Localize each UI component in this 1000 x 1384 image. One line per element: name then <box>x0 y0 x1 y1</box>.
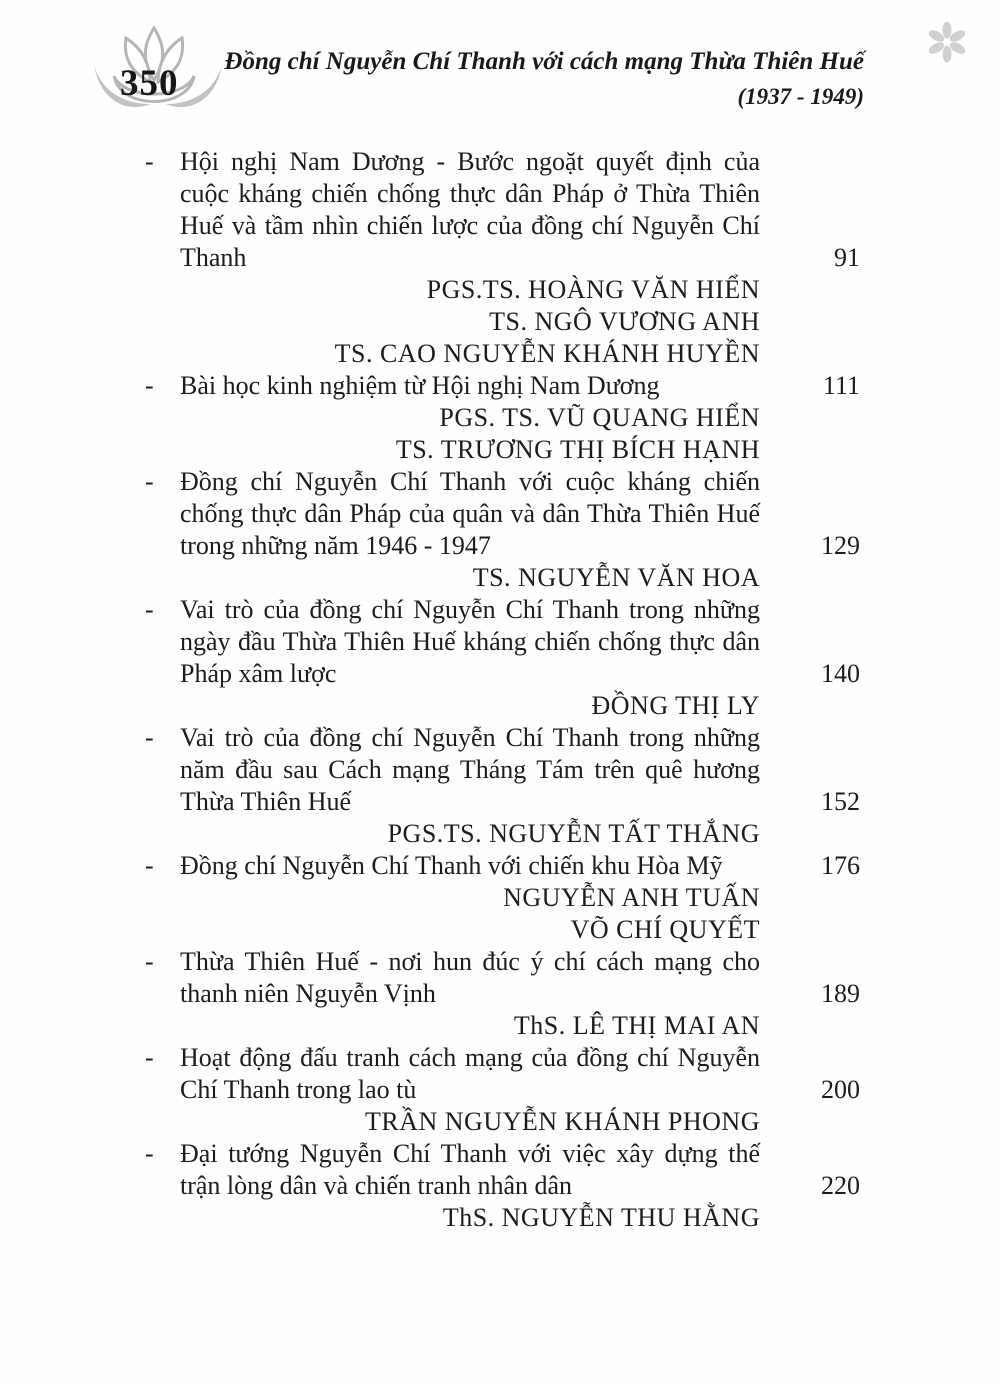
book-title: Đồng chí Nguyễn Chí Thanh với cách mạng Thừa Thiên Huế <box>224 48 864 75</box>
toc-entry-title: Bài học kinh nghiệm từ Hội nghị Nam Dương <box>180 371 660 400</box>
toc-entry-page: 152 <box>821 787 860 816</box>
toc-entry-row <box>145 850 860 882</box>
toc-entry-page: 189 <box>821 979 860 1008</box>
toc-entry-author: ĐỒNG THỊ LY <box>591 691 760 720</box>
toc-entry-authors <box>145 1202 760 1234</box>
list-dash: - <box>145 723 154 752</box>
toc-entry-row <box>145 594 860 690</box>
toc-entry-author: PGS.TS. NGUYỄN TẤT THẮNG <box>387 819 760 848</box>
list-dash: - <box>145 595 154 624</box>
toc-entry-authors <box>145 818 760 850</box>
toc-entry-author: TS. NGÔ VƯƠNG ANH <box>489 307 760 336</box>
toc-entry-author: ThS. NGUYỄN THU HẰNG <box>442 1203 760 1232</box>
toc-entry-page: 176 <box>821 851 860 880</box>
list-dash: - <box>145 1043 154 1072</box>
toc-entry-page: 140 <box>821 659 860 688</box>
toc-entry-author: TRẦN NGUYỄN KHÁNH PHONG <box>365 1107 760 1136</box>
toc-entry <box>145 370 860 466</box>
toc-entry-authors <box>145 882 760 946</box>
table-of-contents <box>145 146 860 1234</box>
toc-entry <box>145 946 860 1042</box>
floral-ornament-icon <box>926 20 968 66</box>
toc-entry-authors <box>145 402 760 466</box>
toc-entry <box>145 722 860 850</box>
toc-entry <box>145 146 860 370</box>
toc-entry-row <box>145 370 860 402</box>
toc-entry-author: PGS. TS. VŨ QUANG HIỂN <box>439 403 760 432</box>
toc-entry-page: 111 <box>822 371 860 400</box>
toc-entry-author: ThS. LÊ THỊ MAI AN <box>513 1011 760 1040</box>
toc-entry-row <box>145 946 860 1010</box>
toc-entry-row <box>145 1042 860 1106</box>
lotus-logo <box>88 24 228 116</box>
list-dash: - <box>145 851 154 880</box>
toc-entry-title: Hội nghị Nam Dương - Bước ngoặt quyết định của cuộc kháng chiến chống thực dân Pháp ở Thừa Thiên Huế và tầm nhìn chiến lược của đồng chí Nguyễn Chí Thanh <box>180 147 760 272</box>
toc-entry <box>145 1042 860 1138</box>
toc-entry-title: Thừa Thiên Huế - nơi hun đúc ý chí cách mạng cho thanh niên Nguyễn Vịnh <box>180 947 760 1008</box>
toc-entry-author: TS. NGUYỄN VĂN HOA <box>472 563 760 592</box>
toc-entry <box>145 466 860 594</box>
toc-entry-title: Đồng chí Nguyễn Chí Thanh với cuộc kháng chiến chống thực dân Pháp của quân và dân Thừa Thiên Huế trong những năm 1946 - 1947 <box>180 467 760 560</box>
toc-entry-author: NGUYỄN ANH TUẤN <box>503 883 760 912</box>
toc-entry-authors <box>145 274 760 370</box>
toc-entry-title: Đại tướng Nguyễn Chí Thanh với việc xây dựng thế trận lòng dân và chiến tranh nhân dân <box>180 1139 760 1200</box>
toc-entry <box>145 594 860 722</box>
toc-entry-authors <box>145 690 760 722</box>
toc-entry-row <box>145 722 860 818</box>
toc-entry-title: Vai trò của đồng chí Nguyễn Chí Thanh trong những năm đầu sau Cách mạng Tháng Tám trên quê hương Thừa Thiên Huế <box>180 723 760 816</box>
toc-entry-title: Hoạt động đấu tranh cách mạng của đồng chí Nguyễn Chí Thanh trong lao tù <box>180 1043 760 1104</box>
toc-entry-authors <box>145 562 760 594</box>
toc-entry-author: PGS.TS. HOÀNG VĂN HIỂN <box>426 275 760 304</box>
list-dash: - <box>145 371 154 400</box>
toc-entry-authors <box>145 1106 760 1138</box>
toc-entry <box>145 850 860 946</box>
toc-entry-page: 220 <box>821 1171 860 1200</box>
list-dash: - <box>145 147 154 176</box>
toc-entry-title: Đồng chí Nguyễn Chí Thanh với chiến khu Hòa Mỹ <box>180 851 723 880</box>
page-number: 350 <box>120 63 179 104</box>
toc-entry-row <box>145 466 860 562</box>
toc-entry-row <box>145 146 860 274</box>
list-dash: - <box>145 947 154 976</box>
list-dash: - <box>145 1139 154 1168</box>
toc-entry-page: 129 <box>821 531 860 560</box>
toc-entry-author: VÕ CHÍ QUYẾT <box>570 915 760 944</box>
toc-entry-page: 200 <box>821 1075 860 1104</box>
book-subtitle: (1937 - 1949) <box>737 84 864 109</box>
toc-entry-title: Vai trò của đồng chí Nguyễn Chí Thanh trong những ngày đầu Thừa Thiên Huế kháng chiến chống thực dân Pháp xâm lược <box>180 595 760 688</box>
toc-entry-row <box>145 1138 860 1202</box>
toc-entry-author: TS. CAO NGUYỄN KHÁNH HUYỀN <box>334 339 760 368</box>
toc-entry-page: 91 <box>834 243 860 272</box>
toc-entry-author: TS. TRƯƠNG THỊ BÍCH HẠNH <box>395 435 760 464</box>
toc-entry-authors <box>145 1010 760 1042</box>
toc-entry <box>145 1138 860 1234</box>
list-dash: - <box>145 467 154 496</box>
